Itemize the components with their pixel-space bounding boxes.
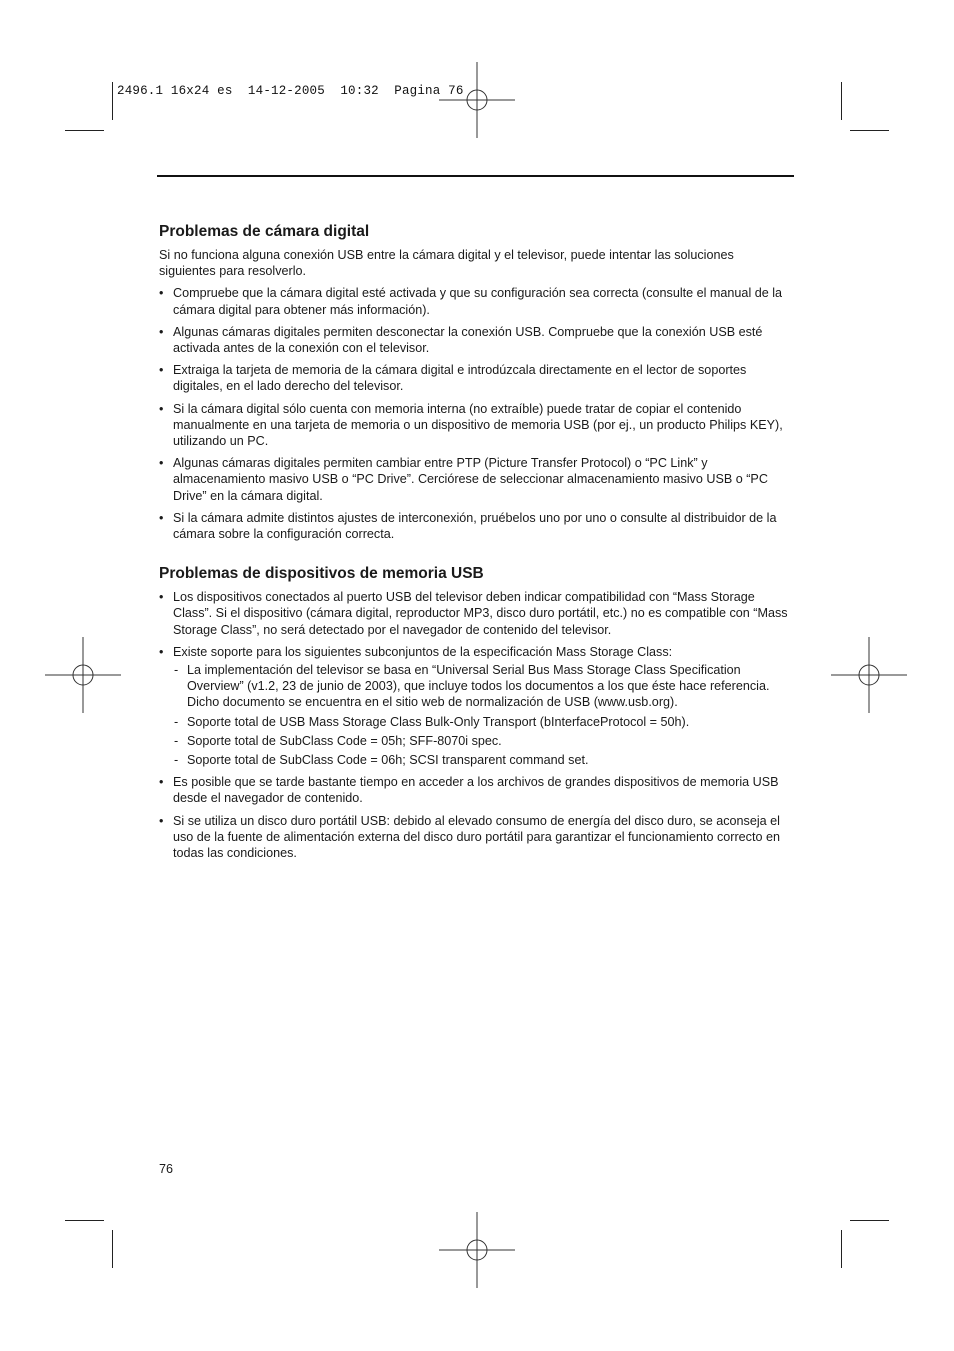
registration-mark-icon <box>831 637 907 713</box>
sub-list-item: - Soporte total de USB Mass Storage Class Bulk-Only Transport (bInterfaceProtocol = 50h). <box>173 714 793 730</box>
crop-mark <box>841 82 842 120</box>
sub-list <box>173 662 793 768</box>
list-item: • Si la cámara digital sólo cuenta con memoria interna (no extraíble) puede tratar de copiar el contenido manualmente en una tarjeta de memoria o un dispositivo de memoria USB (por ej., un producto Philips KEY), utilizando un PC. <box>159 401 793 450</box>
crop-mark <box>850 1220 889 1221</box>
list-item: • Compruebe que la cámara digital esté activada y que su configuración sea correcta (consulte el manual de la cámara digital para obtener más información). <box>159 285 793 317</box>
crop-mark <box>112 1230 113 1268</box>
list-item: • Es posible que se tarde bastante tiempo en acceder a los archivos de grandes dispositivos de memoria USB desde el navegador de contenido. <box>159 774 793 806</box>
sub-list-item: - La implementación del televisor se basa en “Universal Serial Bus Mass Storage Class Specification Overview” (v1.2, 23 de junio de 2003), que incluye todos los documentos a los que éste hace referencia. Dicho documento se encuentra en el sitio web de normalización de USB (www.usb.org). <box>173 662 793 711</box>
list-item: • Si la cámara admite distintos ajustes de interconexión, pruébelos uno por uno o consulte al distribuidor de la cámara sobre la configuración correcta. <box>159 510 793 542</box>
sub-list-item: - Soporte total de SubClass Code = 06h; SCSI transparent command set. <box>173 752 793 768</box>
list-item-text: Existe soporte para los siguientes subconjuntos de la especificación Mass Storage Class: <box>173 644 673 659</box>
section-title: Problemas de dispositivos de memoria USB <box>159 565 484 583</box>
section-title: Problemas de cámara digital <box>159 223 370 240</box>
list-item: • Algunas cámaras digitales permiten desconectar la conexión USB. Compruebe que la conexión USB esté activada antes de la conexión con el televisor. <box>159 324 793 356</box>
list-item: • Los dispositivos conectados al puerto USB del televisor deben indicar compatibilidad con “Mass Storage Class”. Si el dispositivo (cámara digital, reproductor MP3, disco duro portátil, etc.) no es compatible con “Mass Storage Class”, no será detectado por el navegador de contenido del televisor. <box>159 589 793 638</box>
bullet-list <box>159 589 793 861</box>
section-intro: Si no funciona alguna conexión USB entre la cámara digital y el televisor, puede intentar las soluciones siguientes para resolverlo. <box>159 248 734 279</box>
page-number: 76 <box>159 1162 174 1176</box>
registration-mark-icon <box>439 1212 515 1288</box>
bullet-list <box>159 285 793 542</box>
list-item: • Si se utiliza un disco duro portátil USB: debido al elevado consumo de energía del disco duro, se aconseja el uso de la fuente de alimentación externa del disco duro portátil para garantizar el funcionamiento correcto en todas las condiciones. <box>159 813 793 862</box>
list-item <box>159 644 793 768</box>
header-rule <box>157 175 794 177</box>
registration-mark-icon <box>45 637 121 713</box>
list-item: • Algunas cámaras digitales permiten cambiar entre PTP (Picture Transfer Protocol) o “PC Link” y almacenamiento masivo USB o “PC Drive”. Cerciórese de seleccionar almacenamiento masivo USB o “PC Drive” en la cámara digital. <box>159 455 793 504</box>
sub-list-item: - Soporte total de SubClass Code = 05h; SFF-8070i spec. <box>173 733 793 749</box>
page-content <box>159 222 793 867</box>
crop-mark <box>65 1220 104 1221</box>
registration-mark-icon <box>439 62 515 138</box>
crop-mark <box>841 1230 842 1268</box>
print-slug-line: 2496.1 16x24 es 14-12-2005 10:32 Pagina 76 <box>117 84 464 98</box>
crop-mark <box>850 130 889 131</box>
list-item: • Extraiga la tarjeta de memoria de la cámara digital e introdúzcala directamente en el lector de soportes digitales, en el lado derecho del televisor. <box>159 362 793 394</box>
crop-mark <box>112 82 113 120</box>
crop-mark <box>65 130 104 131</box>
